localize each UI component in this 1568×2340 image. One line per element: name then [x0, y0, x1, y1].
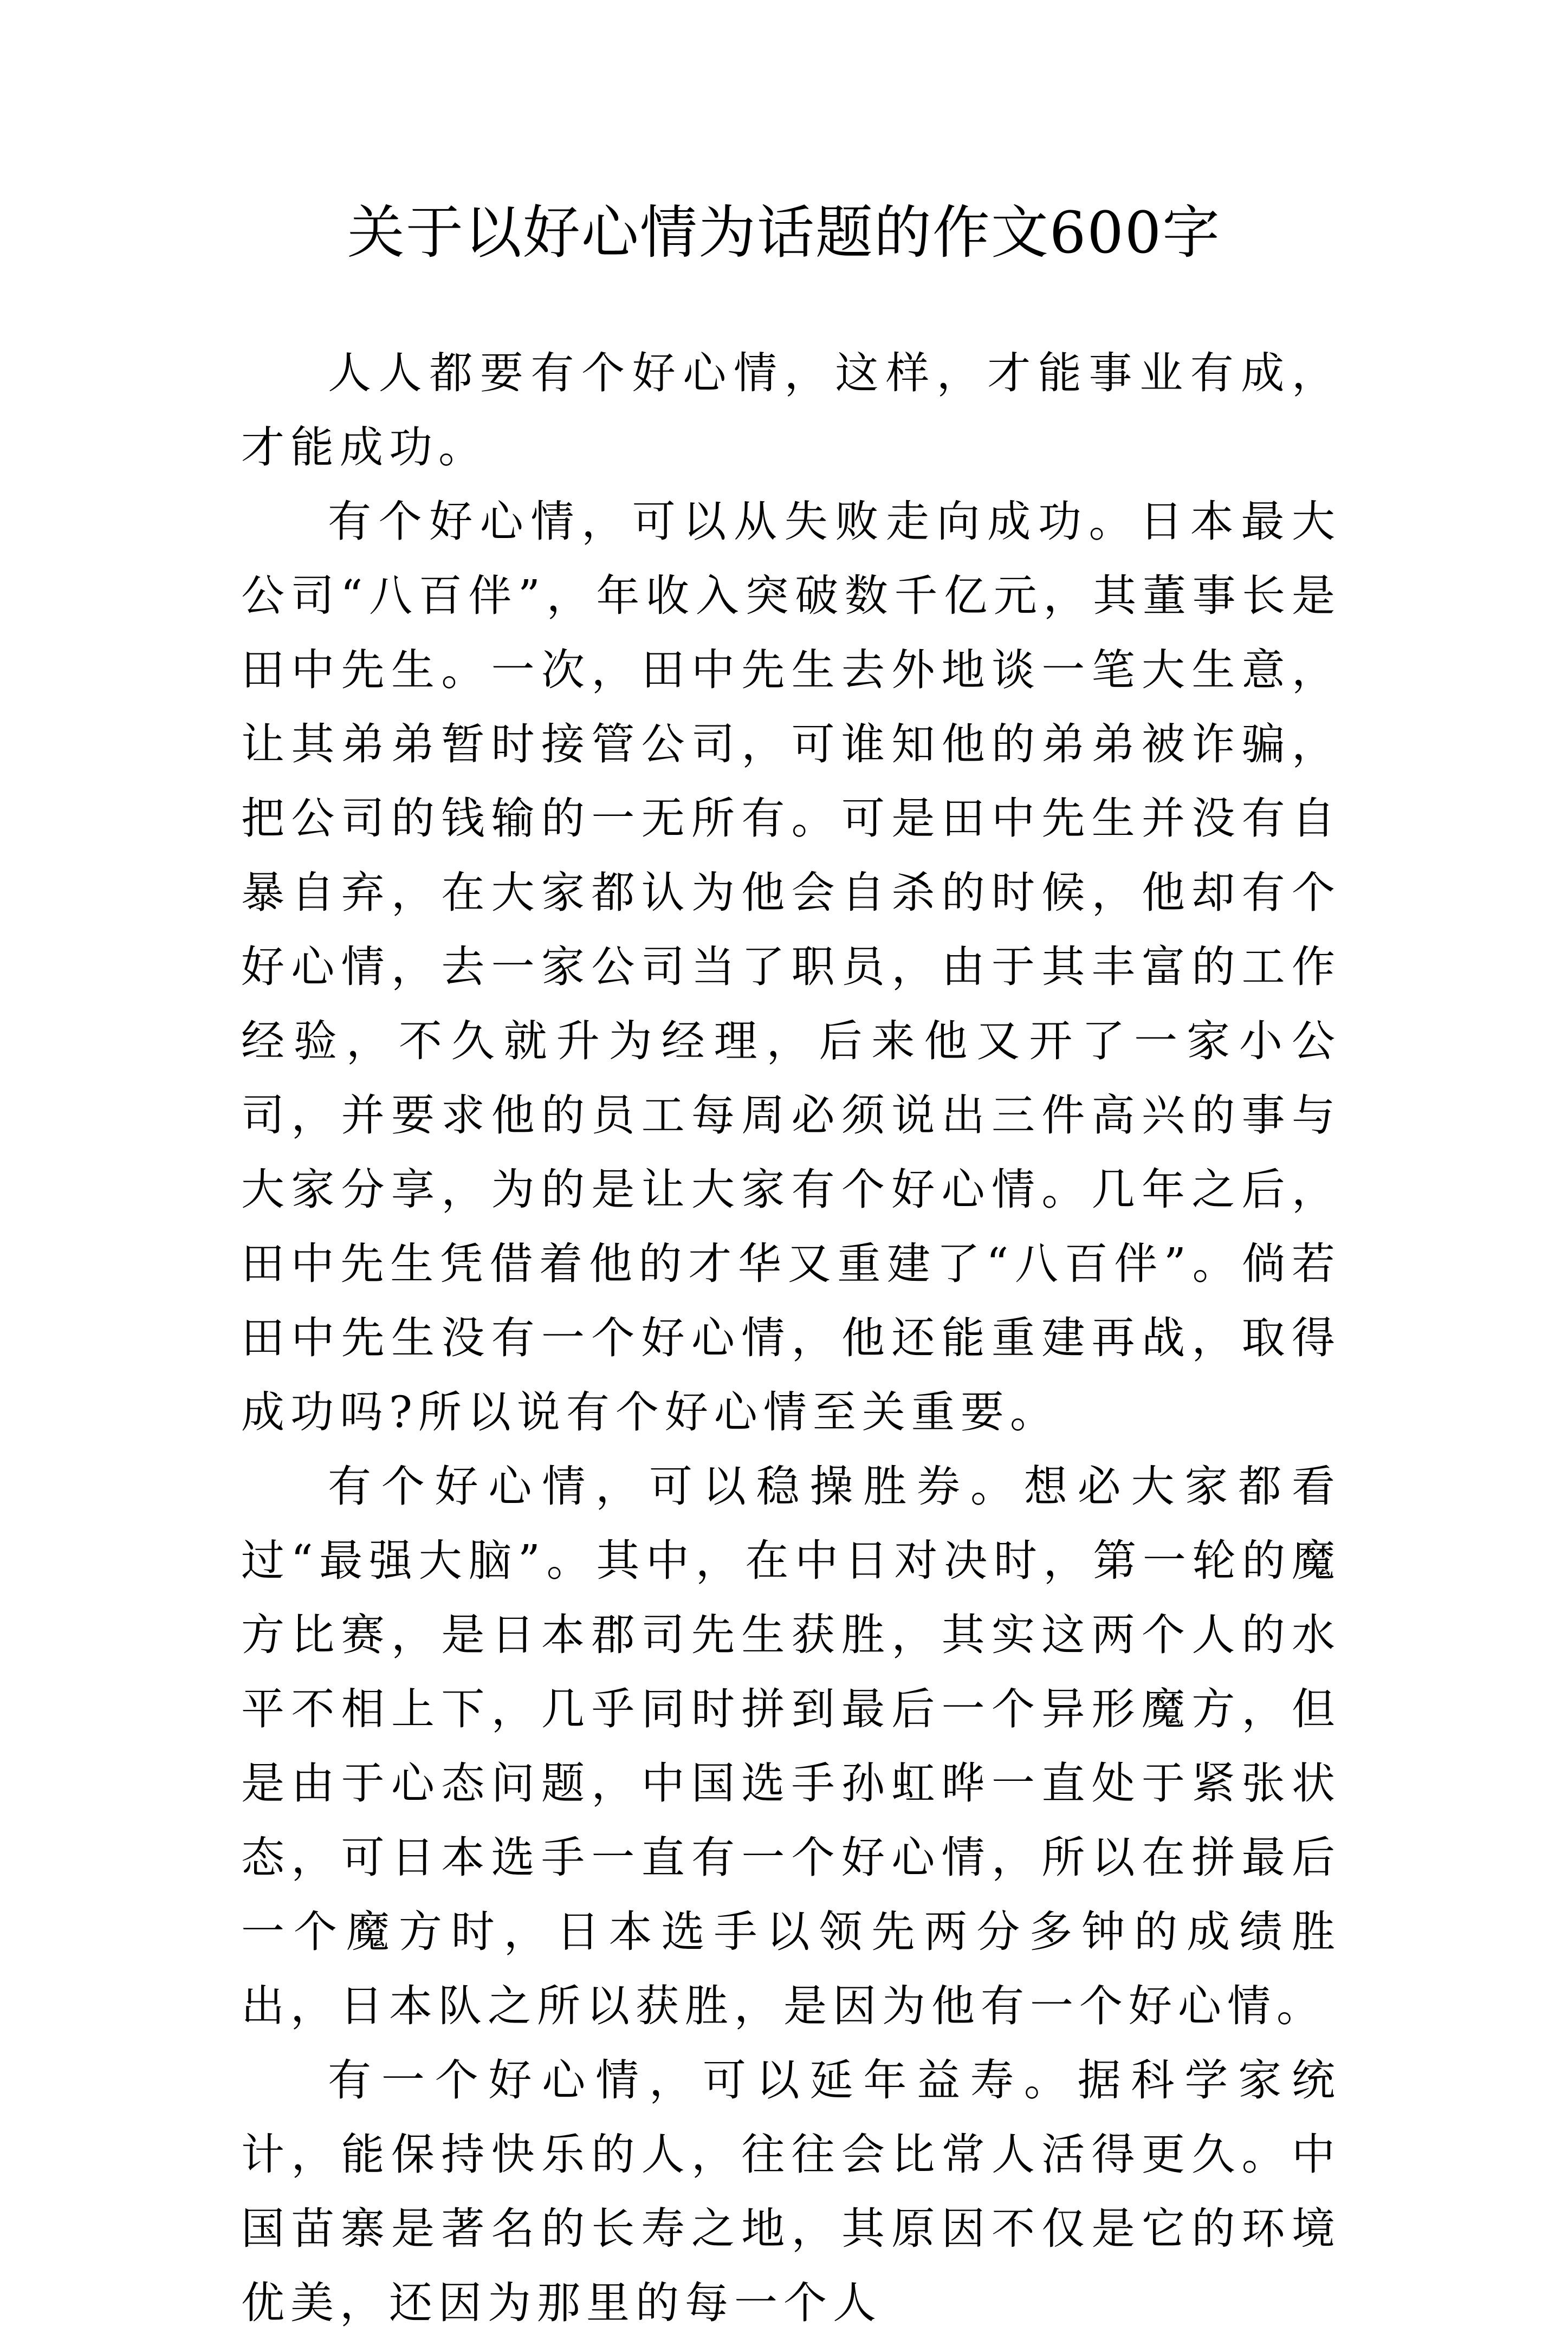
paragraph-3: 有个好心情，可以稳操胜券。想必大家都看过“最强大脑”。其中，在中日对决时，第一轮的魔方比赛，是日本郡司先生获胜，其实这两个人的水平不相上下，几乎同时拼到最后一个异形魔方，但是由于心态问题，中国选手孙虹晔一直处于紧张状态，可日本选手一直有一个好心情，所以在拼最后一个魔方时，日本选手以领先两分多钟的成绩胜出，日本队之所以获胜，是因为他有一个好心情。 — [241, 1461, 1341, 2031]
paragraph-1: 人人都要有个好心情，这样，才能事业有成，才能成功。 — [241, 348, 1341, 472]
document-title: 关于以好心情为话题的作文600字 — [347, 199, 1221, 266]
document-body — [241, 336, 1341, 2340]
paragraph-2: 有个好心情，可以从失败走向成功。日本最大公司“八百伴”，年收入突破数千亿元，其董事长是田中先生。一次，田中先生去外地谈一笔大生意，让其弟弟暂时接管公司，可谁知他的弟弟被诈骗，把公司的钱输的一无所有。可是田中先生并没有自暴自弃，在大家都认为他会自杀的时候，他却有个好心情，去一家公司当了职员，由于其丰富的工作经验，不久就升为经理，后来他又开了一家小公司，并要求他的员工每周必须说出三件高兴的事与大家分享，为的是让大家有个好心情。几年之后，田中先生凭借着他的才华又重建了“八百伴”。倘若田中先生没有一个好心情，他还能重建再战，取得成功吗?所以说有个好心情至关重要。 — [241, 496, 1341, 1437]
paragraph-4: 有一个好心情，可以延年益寿。据科学家统计，能保持快乐的人，往往会比常人活得更久。中国苗寨是著名的长寿之地，其原因不仅是它的环境优美，还因为那里的每一个人 — [241, 2055, 1341, 2328]
